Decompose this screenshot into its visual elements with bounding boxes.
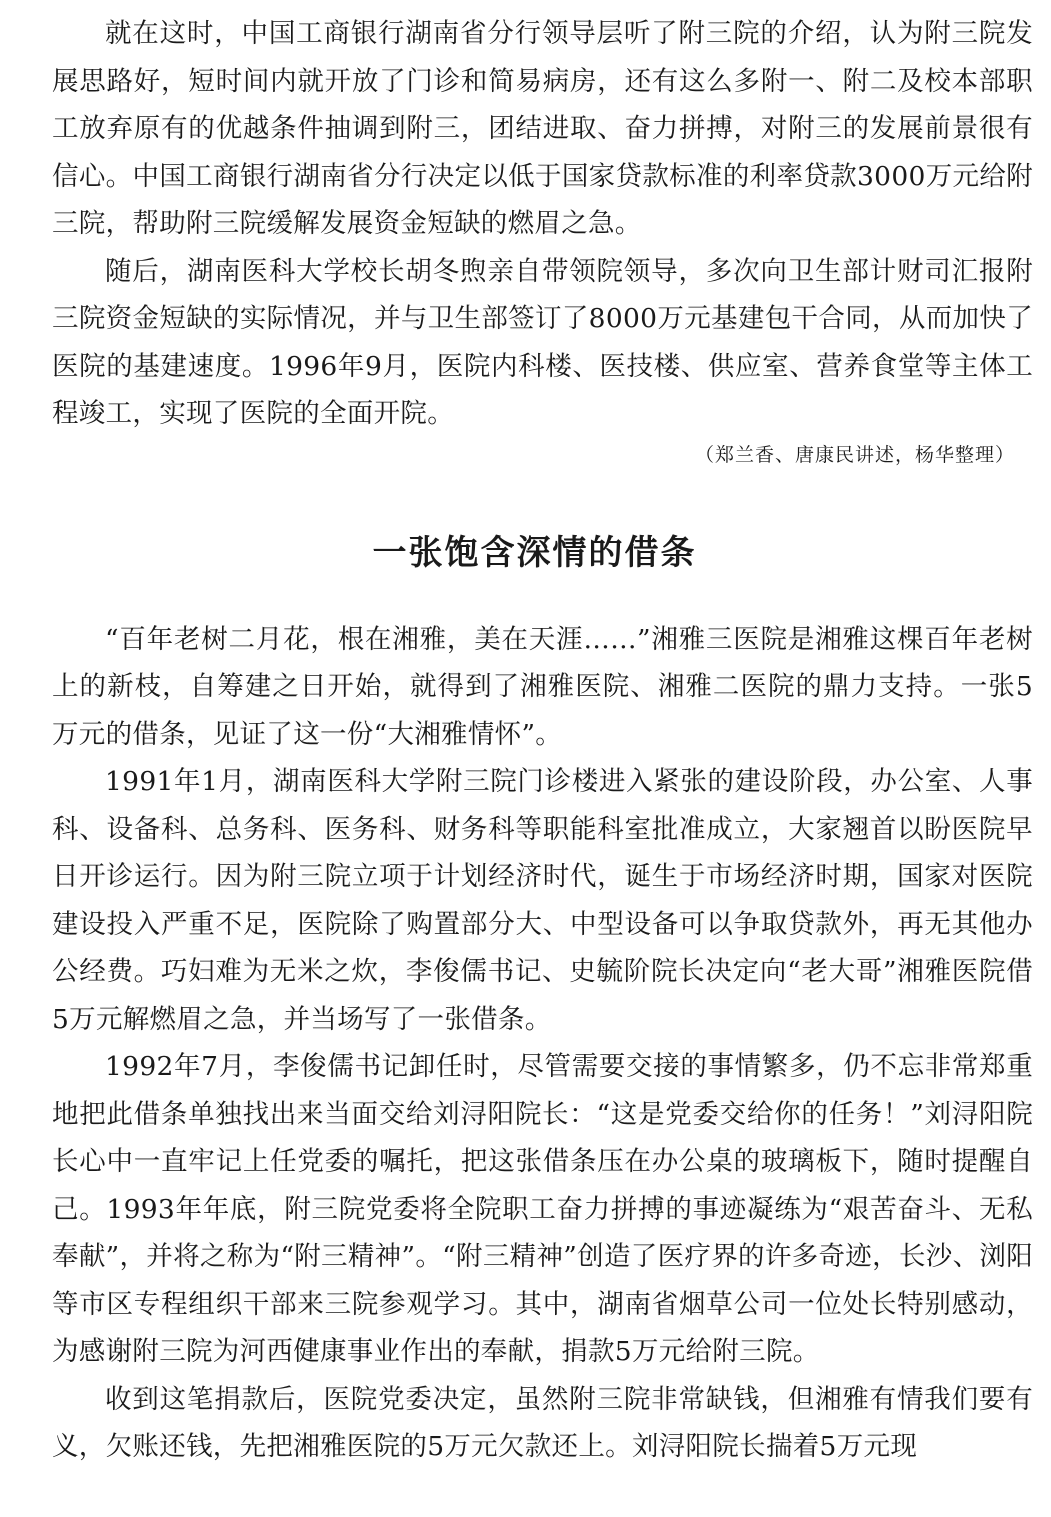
- author-attribution: （郑兰香、唐康民讲述，杨华整理）: [694, 443, 1015, 466]
- body-paragraph: 1992年7月，李俊儒书记卸任时，尽管需要交接的事情繁多，仍不忘非常郑重地把此借条单独找出来当面交给刘浔阳院长：“这是党委交给你的任务！”刘浔阳院长心中一直牢记上任党委的嘱托，把这张借条压在办公桌的玻璃板下，随时提醒自己。1993年年底，附三院党委将全院职工奋力拼搏的事迹凝练为“艰苦奋斗、无私奉献”，并将之称为“附三精神”。“附三精神”创造了医疗界的许多奇迹，长沙、浏阳等市区专程组织干部来三院参观学习。其中，湖南省烟草公司一位处长特别感动，为感谢附三院为河西健康事业作出的奉献，捐款5万元给附三院。: [52, 1051, 1033, 1367]
- body-paragraph: 收到这笔捐款后，医院党委决定，虽然附三院非常缺钱，但湘雅有情我们要有义，欠账还钱，先把湘雅医院的5万元欠款还上。刘浔阳院长揣着5万元现: [52, 1383, 1033, 1462]
- section-title: 一张饱含深情的借条: [372, 532, 697, 573]
- body-paragraph: “百年老树二月花，根在湘雅，美在天涯……”湘雅三医院是湘雅这棵百年老树上的新枝，自筹建之日开始，就得到了湘雅医院、湘雅二医院的鼎力支持。一张5万元的借条，见证了这一份“大湘雅情怀”。: [52, 623, 1033, 750]
- body-paragraph: 随后，湖南医科大学校长胡冬煦亲自带领院领导，多次向卫生部计财司汇报附三院资金短缺的实际情况，并与卫生部签订了8000万元基建包干合同，从而加快了医院的基建速度。1996年9月，医院内科楼、医技楼、供应室、营养食堂等主体工程竣工，实现了医院的全面开院。: [52, 255, 1033, 429]
- body-paragraph: 1991年1月，湖南医科大学附三院门诊楼进入紧张的建设阶段，办公室、人事科、设备科、总务科、医务科、财务科等职能科室批准成立，大家翘首以盼医院早日开诊运行。因为附三院立项于计划经济时代，诞生于市场经济时期，国家对医院建设投入严重不足，医院除了购置部分大、中型设备可以争取贷款外，再无其他办公经费。巧妇难为无米之炊，李俊儒书记、史毓阶院长决定向“老大哥”湘雅医院借5万元解燃眉之急，并当场写了一张借条。: [52, 766, 1033, 1035]
- body-paragraph: 就在这时，中国工商银行湖南省分行领导层听了附三院的介绍，认为附三院发展思路好，短时间内就开放了门诊和简易病房，还有这么多附一、附二及校本部职工放弃原有的优越条件抽调到附三，团结进取、奋力拼搏，对附三的发展前景很有信心。中国工商银行湖南省分行决定以低于国家贷款标准的利率贷款3000万元给附三院，帮助附三院缓解发展资金短缺的燃眉之急。: [52, 18, 1033, 239]
